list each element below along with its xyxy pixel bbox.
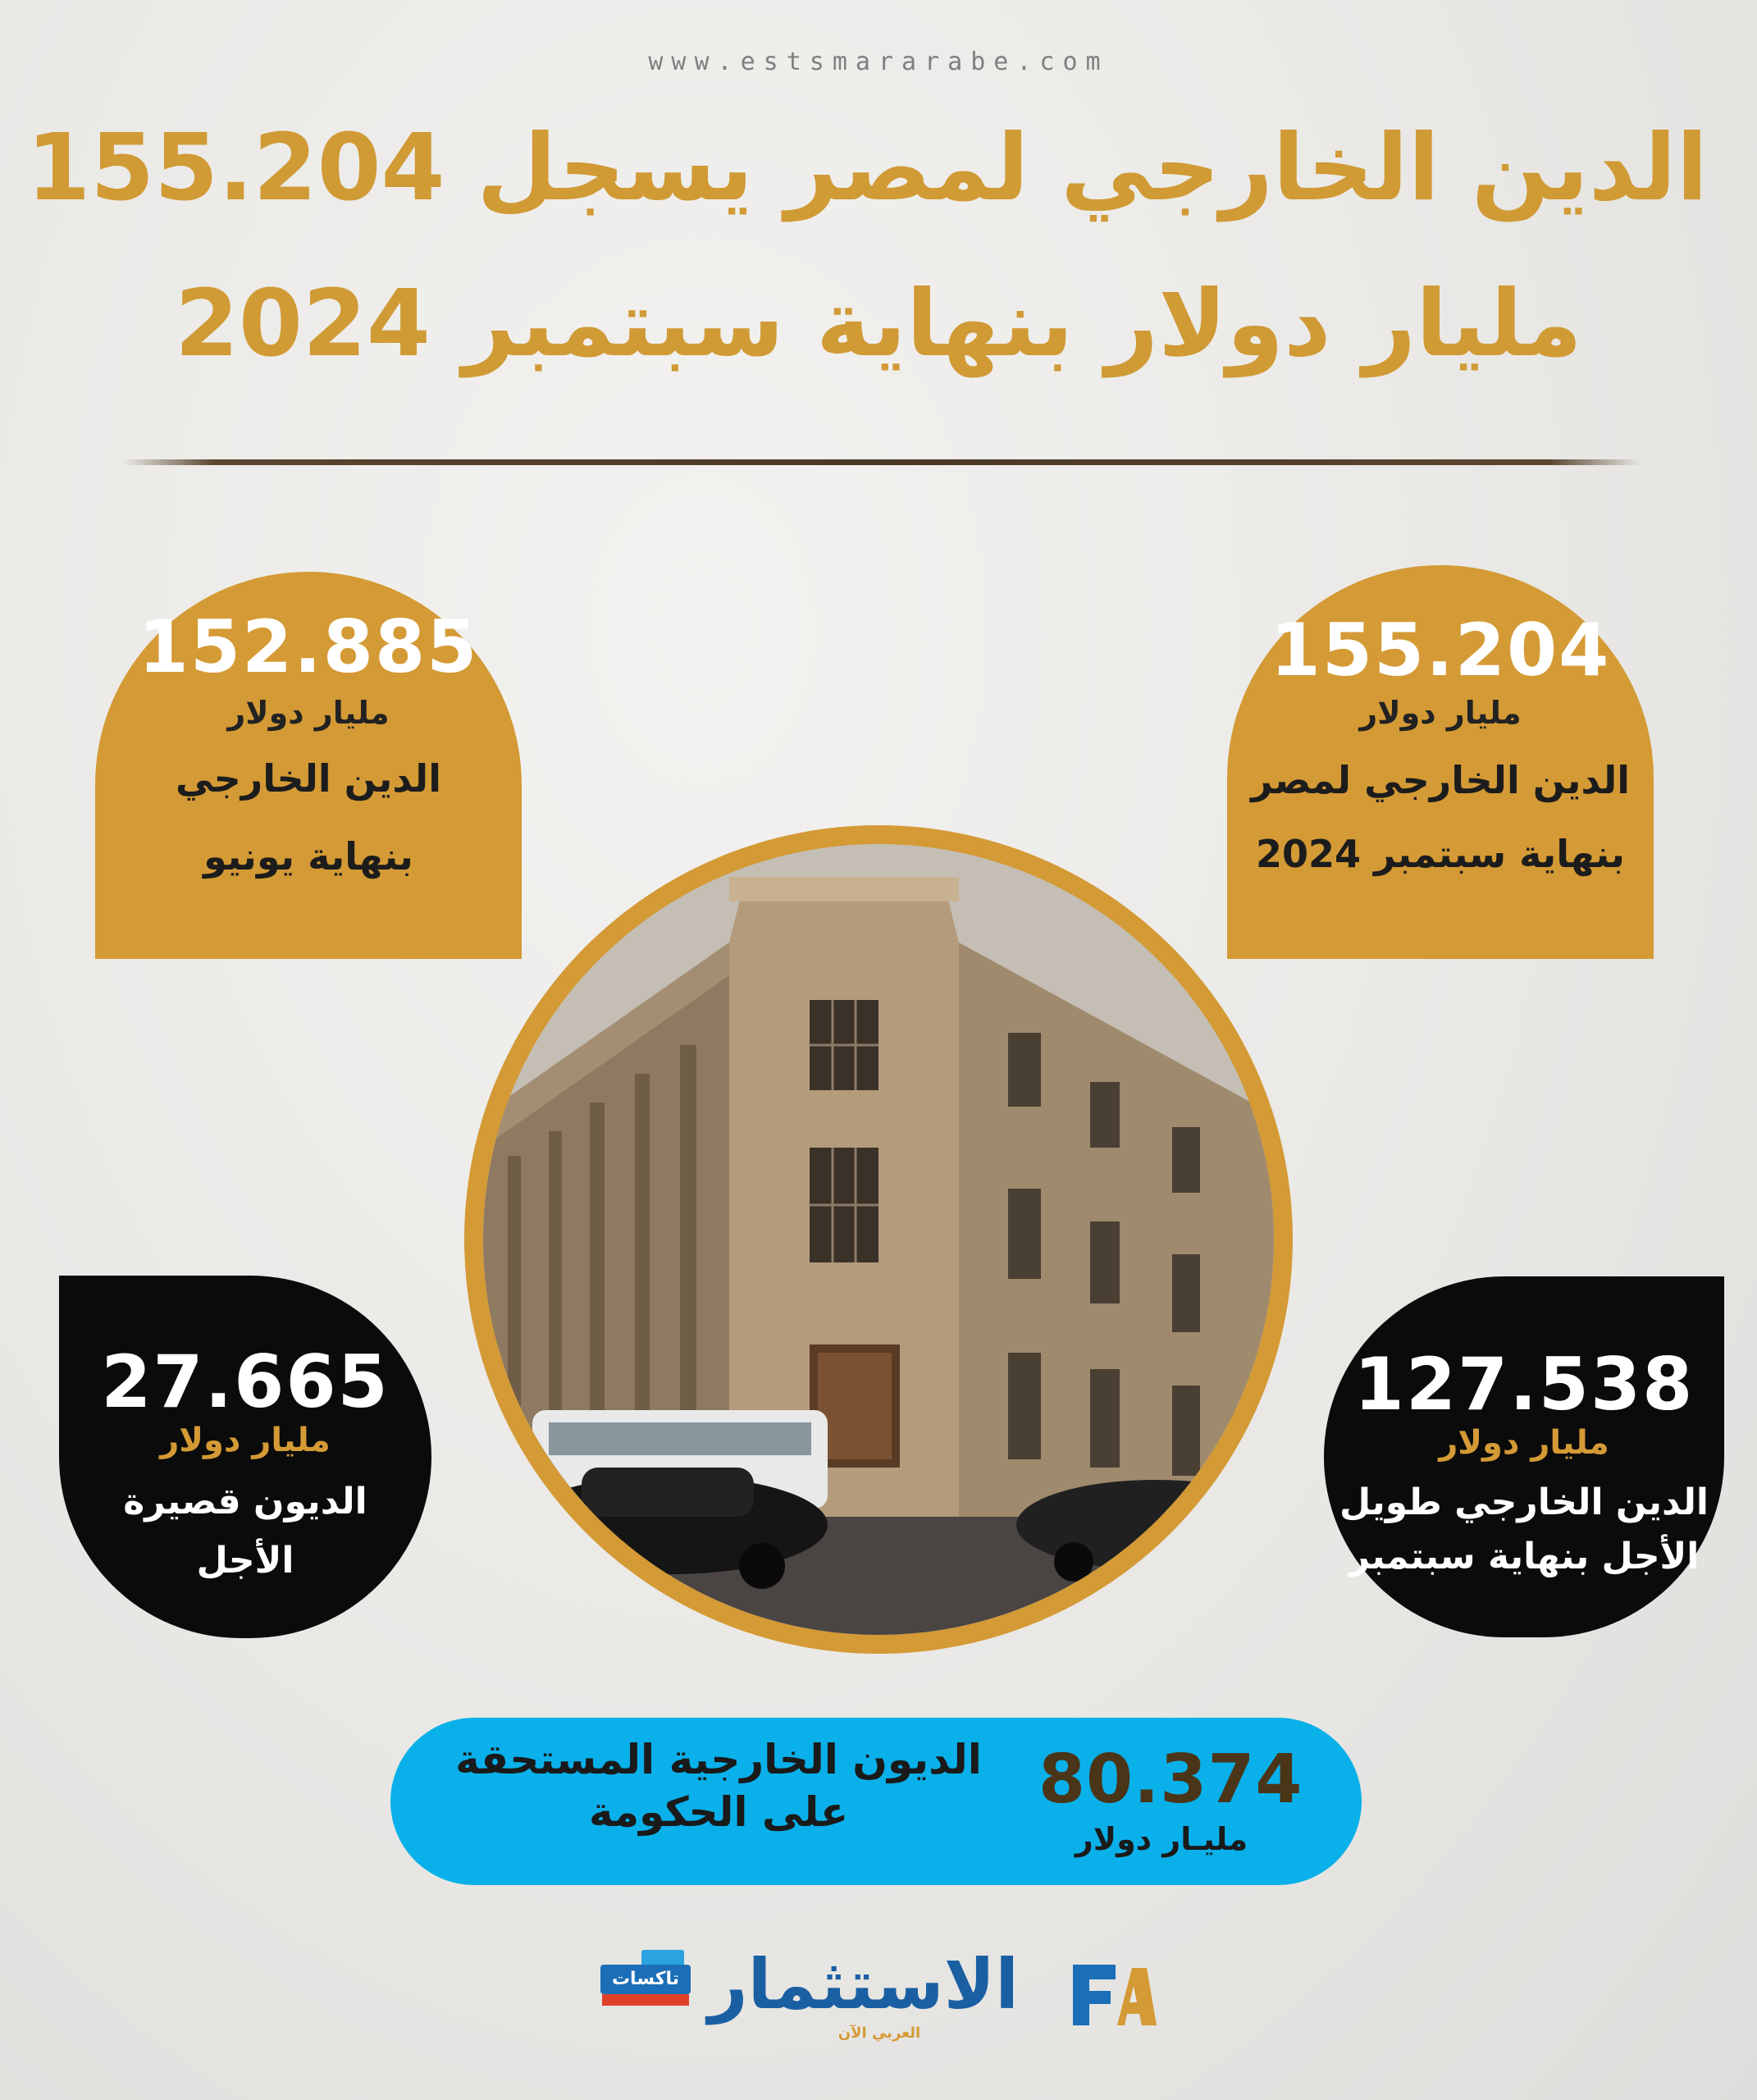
short-term-value: 27.665: [101, 1340, 390, 1424]
fa-logo-icon: [1066, 1956, 1157, 2030]
government-desc-line2: على الحكومة: [588, 1788, 849, 1836]
estithmar-logo-subtitle: العربي الآن: [837, 2025, 921, 2042]
taksat-logo: [592, 1940, 691, 2022]
long-term-value: 127.538: [1353, 1342, 1695, 1427]
june-unit: مليار دولار: [227, 695, 390, 731]
taksat-logo-strip: [602, 1994, 689, 2006]
long-term-desc-line2: الأجل بنهاية سبتمبر: [1349, 1536, 1700, 1577]
september-value: 155.204: [1270, 608, 1611, 692]
headline-line-1: الدين الخارجي لمصر يسجل 155.204: [26, 115, 1708, 221]
government-value: 80.374: [1038, 1741, 1303, 1819]
september-desc-line1: الدين الخارجي لمصر: [1251, 758, 1630, 802]
card-june-debt: [95, 572, 522, 959]
building-illustration: [483, 844, 1274, 1635]
short-term-desc-line1: الديون قصيرة: [123, 1481, 367, 1522]
september-desc-line2: بنهاية سبتمبر 2024: [1256, 832, 1625, 876]
estithmar-logo: [708, 1936, 1019, 2051]
card-long-term-debt: [1324, 1276, 1724, 1637]
june-value: 152.885: [138, 605, 479, 689]
june-desc-line2: بنهاية يونيو: [203, 834, 413, 879]
september-unit: مليار دولار: [1359, 695, 1522, 731]
headline-line-2: مليار دولار بنهاية سبتمبر 2024: [175, 271, 1582, 377]
taksat-logo-text: تاكسات: [600, 1965, 691, 1994]
short-term-desc-line2: الأجل: [196, 1540, 294, 1582]
title-divider: [123, 459, 1641, 465]
estithmar-logo-text: الاستثمار: [708, 1944, 1019, 2025]
central-bank-building-photo: [483, 844, 1274, 1635]
long-term-desc-line1: الدين الخارجي طويل: [1339, 1481, 1709, 1523]
long-term-unit: مليار دولار: [1439, 1424, 1609, 1462]
card-government-debt: [390, 1718, 1362, 1885]
card-short-term-debt: [59, 1276, 431, 1638]
card-september-debt: [1227, 565, 1654, 959]
june-desc-line1: الدين الخارجي: [176, 756, 441, 801]
government-unit: مليـار دولار: [1075, 1821, 1248, 1857]
website-url: www.estsmararabe.com: [648, 48, 1109, 76]
government-desc-line1: الديون الخارجية المستحقة: [455, 1736, 982, 1783]
short-term-unit: مليار دولار: [160, 1422, 331, 1459]
